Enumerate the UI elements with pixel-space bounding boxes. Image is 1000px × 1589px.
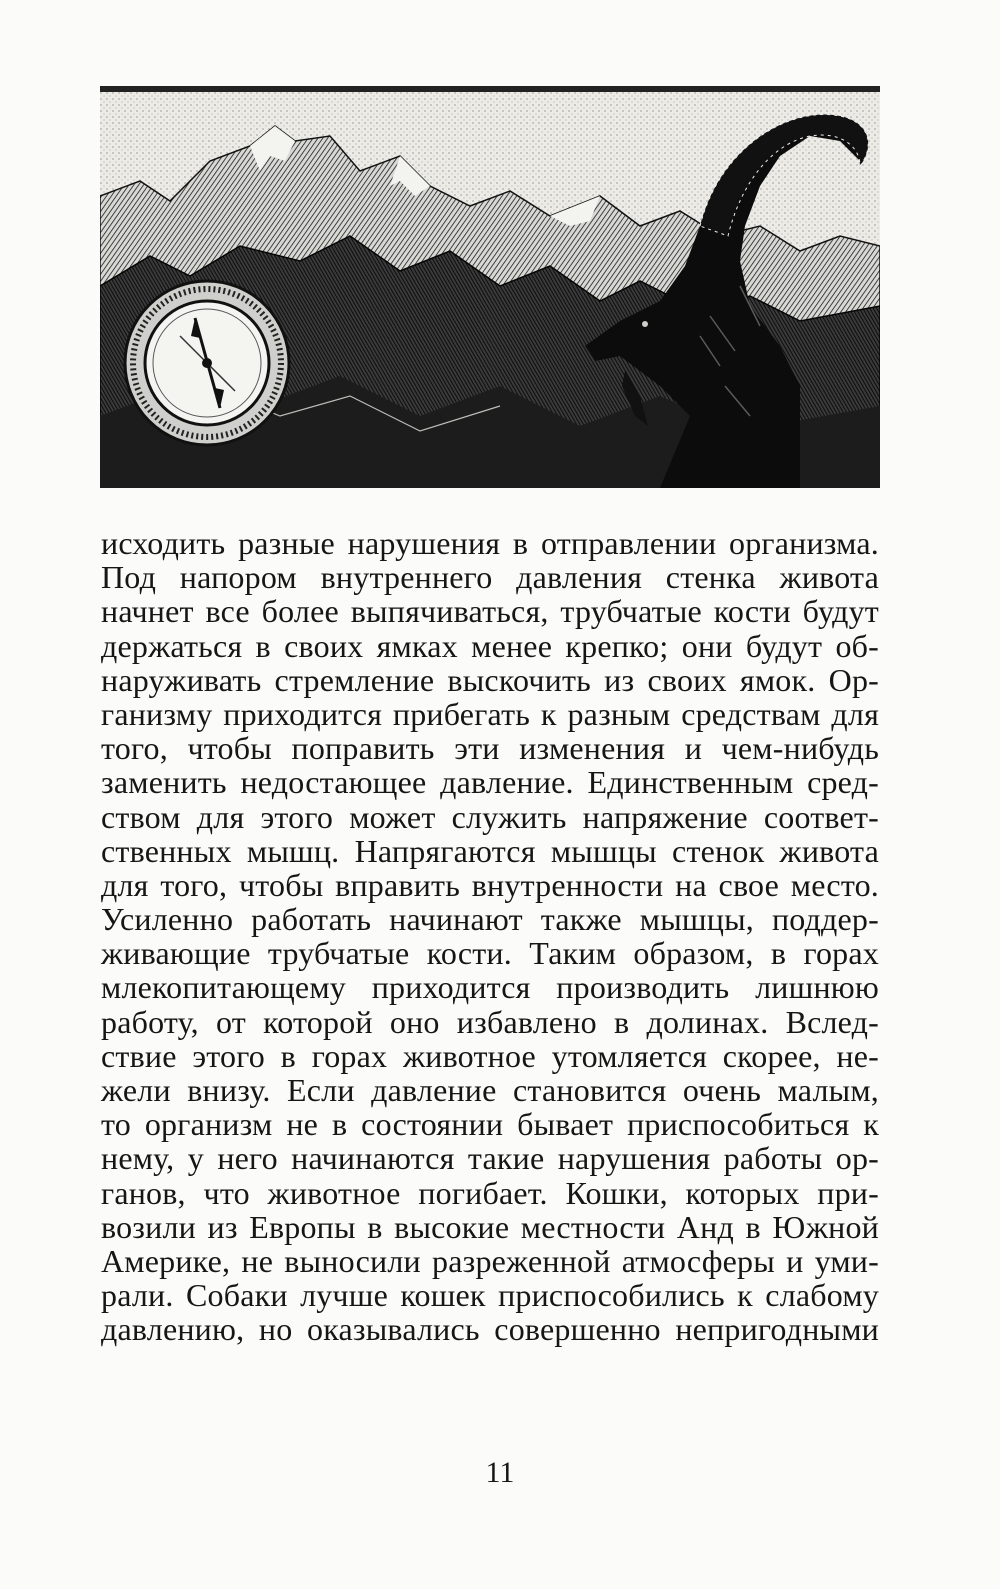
text-line: то организм не в состоянии бывает приспособиться к [101,1106,879,1143]
text-line: наруживать стремление выскочить из своих ямок. Ор- [101,661,879,698]
text-line: работу, от которой оно избавлено в долинах. Вслед- [101,1003,879,1040]
text-line: млекопитающему приходится производить лишнюю [101,969,879,1006]
text-line: нему, у него начинаются такие нарушения работы ор- [101,1140,879,1177]
body-text [101,526,879,1347]
mountain-ibex-compass-illustration [100,86,880,488]
text-line: возили из Европы в высокие местности Анд в Южной [101,1208,879,1245]
compass-icon [125,281,289,445]
text-line: ством для этого может служить напряжение соответ- [101,798,879,835]
text-line: ственных мышц. Напрягаются мышцы стенок живота [101,832,879,869]
text-line: жели внизу. Если давление становится очень малым, [101,1072,879,1108]
text-line: Америке, не выносили разреженной атмосферы и уми- [101,1242,879,1279]
text-line: ствие этого в горах животное утомляется скорее, не- [101,1037,879,1074]
page-number: 11 [485,1456,515,1489]
text-line: начнет все более выпячиваться, трубчатые кости будут [101,593,879,630]
text-line: живающие трубчатые кости. Таким образом, в горах [101,935,879,972]
text-line: Под напором внутреннего давления стенка живота [101,559,879,596]
text-line: исходить разные нарушения в отправлении организма. [101,525,879,561]
text-line: рали. Собаки лучше кошек приспособились к слабому [101,1277,879,1314]
text-line: ганизму приходится прибегать к разным средствам для [101,695,879,732]
text-line: давлению, но оказывались совершенно непригодными [101,1311,879,1348]
text-line: для того, чтобы вправить внутренности на свое место. [101,866,879,903]
text-line: заменить недостающее давление. Единственным сред- [101,764,879,801]
text-line: Усиленно работать начинают также мышцы, поддер- [101,901,879,938]
text-line: ганов, что животное погибает. Кошки, которых при- [101,1174,879,1211]
text-line: держаться в своих ямках менее крепко; они будут об- [101,627,879,664]
text-line: того, чтобы поправить эти изменения и чем-нибудь [101,730,879,767]
